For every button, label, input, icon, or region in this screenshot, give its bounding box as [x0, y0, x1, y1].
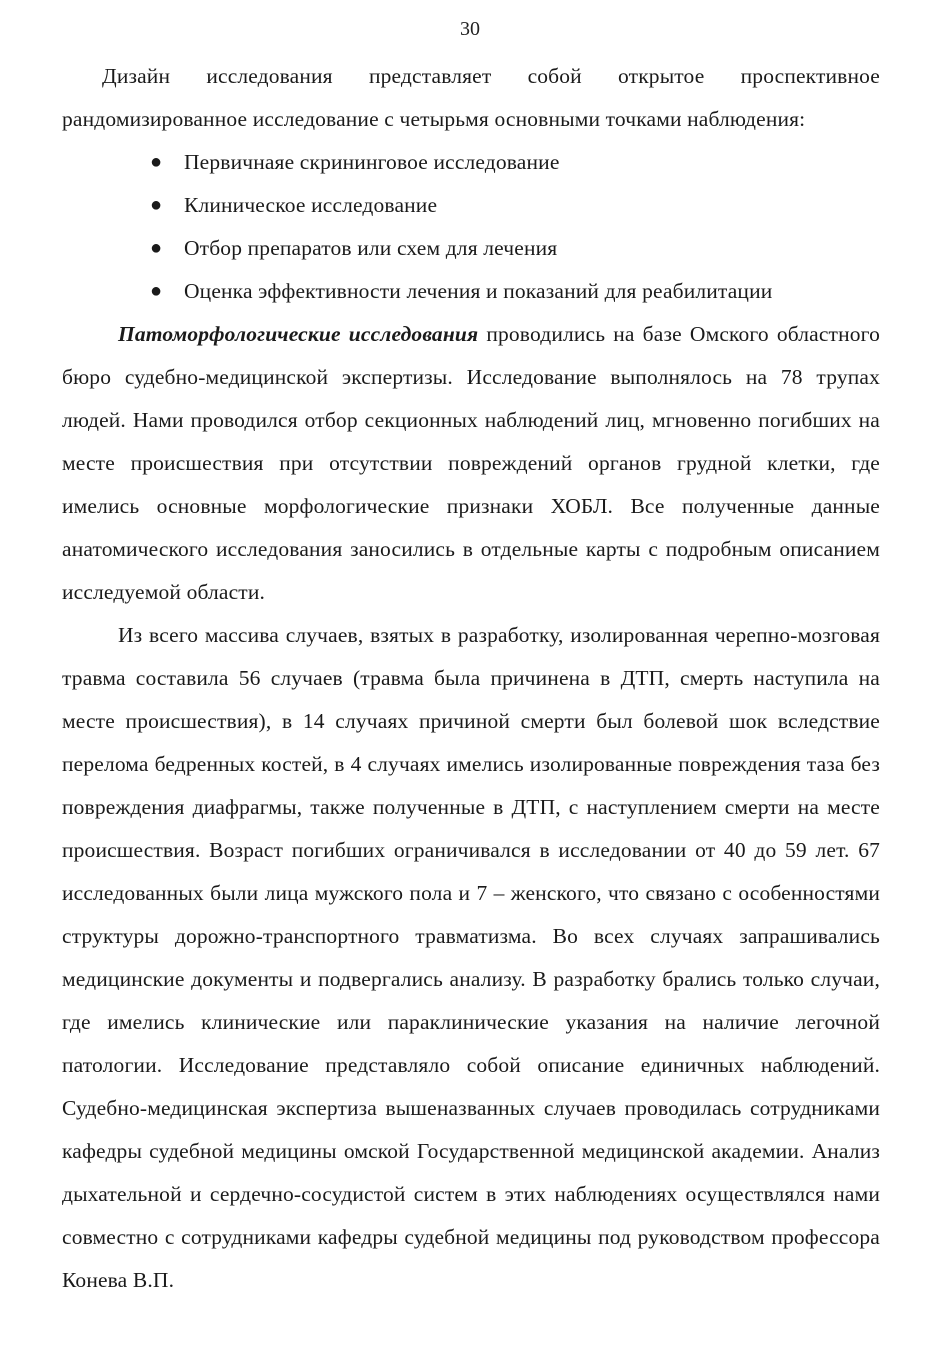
body-text [62, 55, 880, 1302]
observation-points-list [62, 141, 880, 313]
section-paragraph [62, 313, 880, 614]
list-item [146, 184, 880, 227]
intro-paragraph: Дизайн исследования представляет собой открытое проспективное рандомизированное исследование с четырьмя основными точками наблюдения: [62, 64, 880, 131]
bullet-icon: ● [150, 237, 163, 259]
list-item-text: Оценка эффективности лечения и показаний для реабилитации [184, 279, 773, 303]
cases-paragraph: Из всего массива случаев, взятых в разработку, изолированная черепно-мозговая травма составила 56 случаев (травма была причинена в ДТП, смерть наступила на месте происшествия), в 14 случаях причиной смерти был болевой шок вследствие перелома бедренных костей, в 4 случаях имелись изолированные повреждения таза без повреждения диафрагмы, также полученные в ДТП, с наступлением смерти на месте происшествия. Возраст погибших ограничивался в исследовании от 40 до 59 лет. 67 исследованных были лица мужского пола и 7 – женского, что связано с особенностями структуры дорожно-транспортного травматизма. Во всех случаях запрашивались медицинские документы и подвергались анализу. В разработку брались только случаи, где имелись клинические или параклинические указания на наличие легочной патологии. Исследование представляло собой описание единичных наблюдений. Судебно-медицинская экспертиза вышеназванных случаев проводилась сотрудниками кафедры судебной медицины омской Государственной медицинской академии. Анализ дыхательной и сердечно-сосудистой систем в этих наблюдениях осуществлялся нами совместно с сотрудниками кафедры судебной медицины под руководством профессора Конева В.П. [62, 623, 880, 1292]
bullet-icon: ● [150, 151, 163, 173]
section-text: проводились на базе Омского областного бюро судебно-медицинской экспертизы. Исследование выполнялось на 78 трупах людей. Нами проводился отбор секционных наблюдений лиц, мгновенно погибших на месте происшествия при отсутствии повреждений органов грудной клетки, где имелись основные морфологические признаки ХОБЛ. Все полученные данные анатомического исследования заносились в отдельные карты с подробным описанием исследуемой области. [62, 322, 880, 604]
list-item [146, 270, 880, 313]
page-number: 30 [460, 18, 480, 40]
bullet-icon: ● [150, 280, 163, 302]
bullet-icon: ● [150, 194, 163, 216]
list-item-text: Клиническое исследование [184, 193, 438, 217]
list-item [146, 141, 880, 184]
list-item-text: Отбор препаратов или схем для лечения [184, 236, 558, 260]
list-item [146, 227, 880, 270]
list-item-text: Первичнаяе скрининговое исследование [184, 150, 560, 174]
section-heading: Патоморфологические исследования [118, 322, 479, 346]
